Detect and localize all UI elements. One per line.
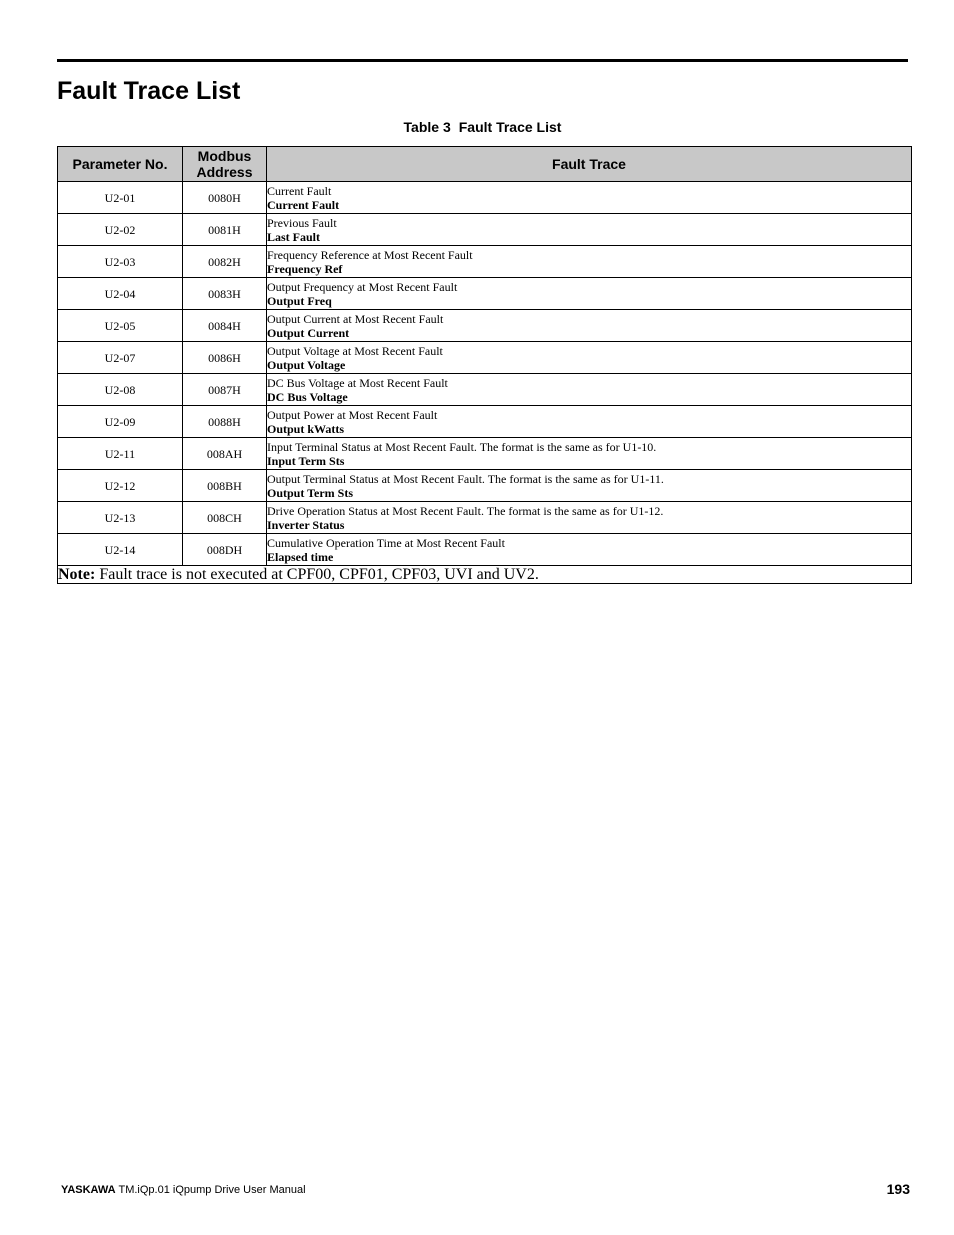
header-modbus-line: Modbus xyxy=(197,148,252,164)
table-row xyxy=(58,534,912,566)
fault-trace-display-name: Output kWatts xyxy=(267,421,345,436)
modbus-address-cell: 0080H xyxy=(183,182,267,214)
table-row xyxy=(58,342,912,374)
fault-trace-display-name: Output Freq xyxy=(267,293,332,308)
table-row xyxy=(58,278,912,310)
parameter-no-cell: U2-04 xyxy=(58,278,183,310)
header-fault-trace: Fault Trace xyxy=(267,147,912,182)
fault-trace-cell xyxy=(267,246,912,278)
fault-trace-display-name: Input Term Sts xyxy=(267,453,345,468)
modbus-address-cell: 0084H xyxy=(183,310,267,342)
fault-trace-description: DC Bus Voltage at Most Recent Fault xyxy=(267,375,448,390)
note-label: Note: xyxy=(58,565,96,583)
modbus-address-cell: 008DH xyxy=(183,534,267,566)
fault-trace-description: Output Frequency at Most Recent Fault xyxy=(267,279,458,294)
table-row xyxy=(58,470,912,502)
parameter-no-cell: U2-01 xyxy=(58,182,183,214)
footer-brand: YASKAWA xyxy=(61,1184,116,1196)
fault-trace-cell xyxy=(267,310,912,342)
table-row xyxy=(58,246,912,278)
table-row xyxy=(58,406,912,438)
fault-trace-display-name: Last Fault xyxy=(267,229,321,244)
table-caption-number: Table 3 xyxy=(403,119,451,135)
table-row xyxy=(58,182,912,214)
fault-trace-description: Output Terminal Status at Most Recent Fault. The format is the same as for U1-11. xyxy=(267,471,664,486)
fault-trace-display-name: DC Bus Voltage xyxy=(267,389,348,404)
header-modbus-address xyxy=(183,147,267,182)
fault-trace-cell xyxy=(267,214,912,246)
fault-trace-cell xyxy=(267,278,912,310)
fault-trace-description: Cumulative Operation Time at Most Recent Fault xyxy=(267,535,505,550)
parameter-no-cell: U2-09 xyxy=(58,406,183,438)
table-row xyxy=(58,310,912,342)
footer-manual-name: TM.iQp.01 iQpump Drive User Manual xyxy=(118,1184,306,1196)
modbus-address-cell: 0088H xyxy=(183,406,267,438)
fault-trace-display-name: Inverter Status xyxy=(267,517,345,532)
fault-trace-cell xyxy=(267,342,912,374)
fault-trace-description: Previous Fault xyxy=(267,215,337,230)
modbus-address-cell: 0082H xyxy=(183,246,267,278)
fault-trace-display-name: Output Term Sts xyxy=(267,485,354,500)
parameter-no-cell: U2-03 xyxy=(58,246,183,278)
modbus-address-cell: 008CH xyxy=(183,502,267,534)
table-caption xyxy=(57,119,908,135)
fault-trace-description: Output Voltage at Most Recent Fault xyxy=(267,343,443,358)
fault-trace-table xyxy=(57,146,912,584)
modbus-address-cell: 0081H xyxy=(183,214,267,246)
parameter-no-cell: U2-02 xyxy=(58,214,183,246)
modbus-address-cell: 008AH xyxy=(183,438,267,470)
note-row xyxy=(58,566,912,584)
footer-manual-title xyxy=(61,1183,306,1197)
fault-trace-description: Current Fault xyxy=(267,183,332,198)
fault-trace-display-name: Current Fault xyxy=(267,197,340,212)
header-address-line: Address xyxy=(196,164,253,180)
fault-trace-description: Input Terminal Status at Most Recent Fault. The format is the same as for U1-10. xyxy=(267,439,657,454)
page-title: Fault Trace List xyxy=(57,77,241,105)
top-rule xyxy=(57,59,908,62)
parameter-no-cell: U2-13 xyxy=(58,502,183,534)
parameter-no-cell: U2-11 xyxy=(58,438,183,470)
table-row xyxy=(58,438,912,470)
modbus-address-cell: 0083H xyxy=(183,278,267,310)
note-cell xyxy=(58,566,912,584)
table-row xyxy=(58,502,912,534)
note-text: Fault trace is not executed at CPF00, CPF01, CPF03, UVI and UV2. xyxy=(99,565,539,583)
parameter-no-cell: U2-05 xyxy=(58,310,183,342)
fault-trace-display-name: Elapsed time xyxy=(267,549,334,564)
table-row xyxy=(58,374,912,406)
fault-trace-description: Output Current at Most Recent Fault xyxy=(267,311,444,326)
fault-trace-cell xyxy=(267,534,912,566)
fault-trace-cell xyxy=(267,438,912,470)
fault-trace-description: Drive Operation Status at Most Recent Fault. The format is the same as for U1-12. xyxy=(267,503,664,518)
fault-trace-description: Output Power at Most Recent Fault xyxy=(267,407,438,422)
modbus-address-cell: 008BH xyxy=(183,470,267,502)
modbus-address-cell: 0086H xyxy=(183,342,267,374)
fault-trace-display-name: Frequency Ref xyxy=(267,261,343,276)
parameter-no-cell: U2-08 xyxy=(58,374,183,406)
table-caption-name: Fault Trace List xyxy=(458,119,562,135)
fault-trace-display-name: Output Voltage xyxy=(267,357,346,372)
table-row xyxy=(58,214,912,246)
table-header-row xyxy=(58,147,912,182)
fault-trace-cell xyxy=(267,406,912,438)
modbus-address-cell: 0087H xyxy=(183,374,267,406)
parameter-no-cell: U2-07 xyxy=(58,342,183,374)
fault-trace-cell xyxy=(267,502,912,534)
page-number: 193 xyxy=(886,1181,910,1197)
fault-trace-cell xyxy=(267,470,912,502)
fault-trace-description: Frequency Reference at Most Recent Fault xyxy=(267,247,473,262)
parameter-no-cell: U2-12 xyxy=(58,470,183,502)
header-parameter-no: Parameter No. xyxy=(58,147,183,182)
parameter-no-cell: U2-14 xyxy=(58,534,183,566)
fault-trace-display-name: Output Current xyxy=(267,325,350,340)
fault-trace-cell xyxy=(267,182,912,214)
fault-trace-cell xyxy=(267,374,912,406)
